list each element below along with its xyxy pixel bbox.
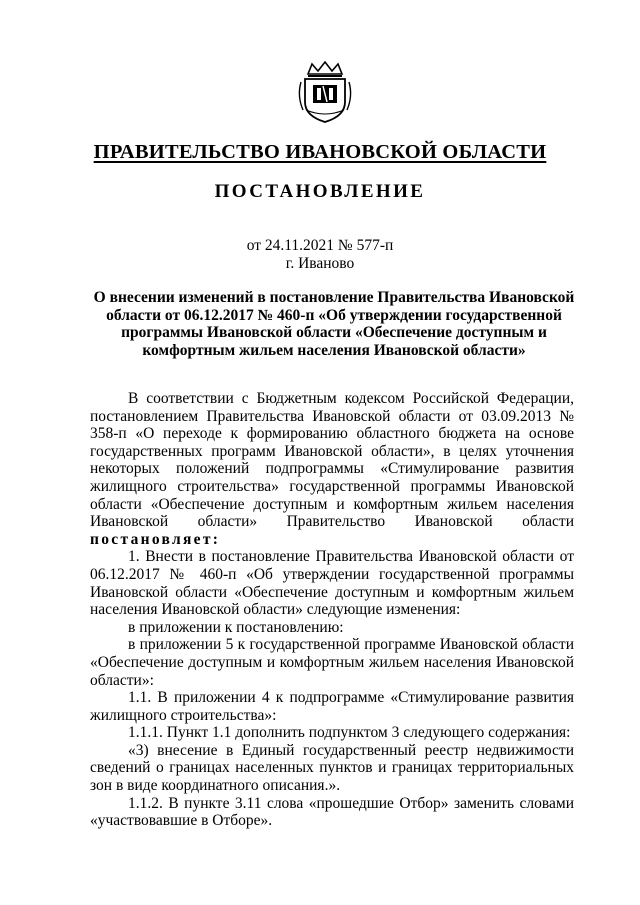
body-paragraph: 1.1.2. В пункте 3.11 слова «прошедшие Отбор» заменить словами «участвовавшие в Отборе». — [90, 794, 574, 830]
body-paragraph: в приложении 5 к государственной программе Ивановской области «Обеспечение доступным и комфортным жильем населения Ивановской области»: — [90, 636, 574, 689]
document-type-heading: ПОСТАНОВЛЕНИЕ — [214, 181, 426, 202]
date-number-block — [0, 237, 640, 273]
organization-title: ПРАВИТЕЛЬСТВО ИВАНОВСКОЙ ОБЛАСТИ — [93, 141, 547, 163]
preamble-paragraph — [90, 390, 574, 548]
body-paragraph: «3) внесение в Единый государственный реестр недвижимости сведений о границах населенных пунктов и границах территориальных зон в виде координатного описания.». — [90, 741, 574, 795]
date-number: от 24.11.2021 № 577-п — [246, 237, 394, 254]
document-body — [90, 390, 574, 830]
body-paragraph: 1.1. В приложении 4 к подпрограмме «Стимулирование развития жилищного строительства»: — [90, 689, 574, 724]
ivanovo-coat-of-arms-icon — [296, 60, 354, 124]
body-paragraph: 1.1.1. Пункт 1.1 дополнить подпунктом 3 следующего содержания: — [128, 724, 571, 742]
document-subject: О внесении изменений в постановление Правительства Ивановской области от 06.12.2017 № 460-п «Об утверждении государственной программы Ивановской области «Обеспечение доступным и комфортным жильем населения Ивановской области» — [93, 289, 575, 359]
preamble-text: В соответствии с Бюджетным кодексом Российской Федерации, постановлением Правительства Ивановской области от 03.09.2013 № 358-п «О переходе к формированию областного бюджета на основе государственных программ Ивановской области», в целях уточнения некоторых положений подпрограммы «Стимулирование развития жилищного строительства» государственной программы Ивановской области «Обеспечение доступным и комфортным жильем населения Ивановской области» Правительство Ивановской области — [90, 390, 574, 531]
body-paragraph: в приложении к постановлению: — [128, 618, 344, 636]
body-paragraph: 1. Внести в постановление Правительства Ивановской области от 06.12.2017 № 460-п «Об утверждении государственной программы Ивановской области «Обеспечение доступным и комфортным жильем населения Ивановской области» следующие изменения: — [90, 548, 574, 619]
city: г. Иваново — [285, 255, 355, 272]
decree-word: постановляет: — [90, 530, 221, 548]
